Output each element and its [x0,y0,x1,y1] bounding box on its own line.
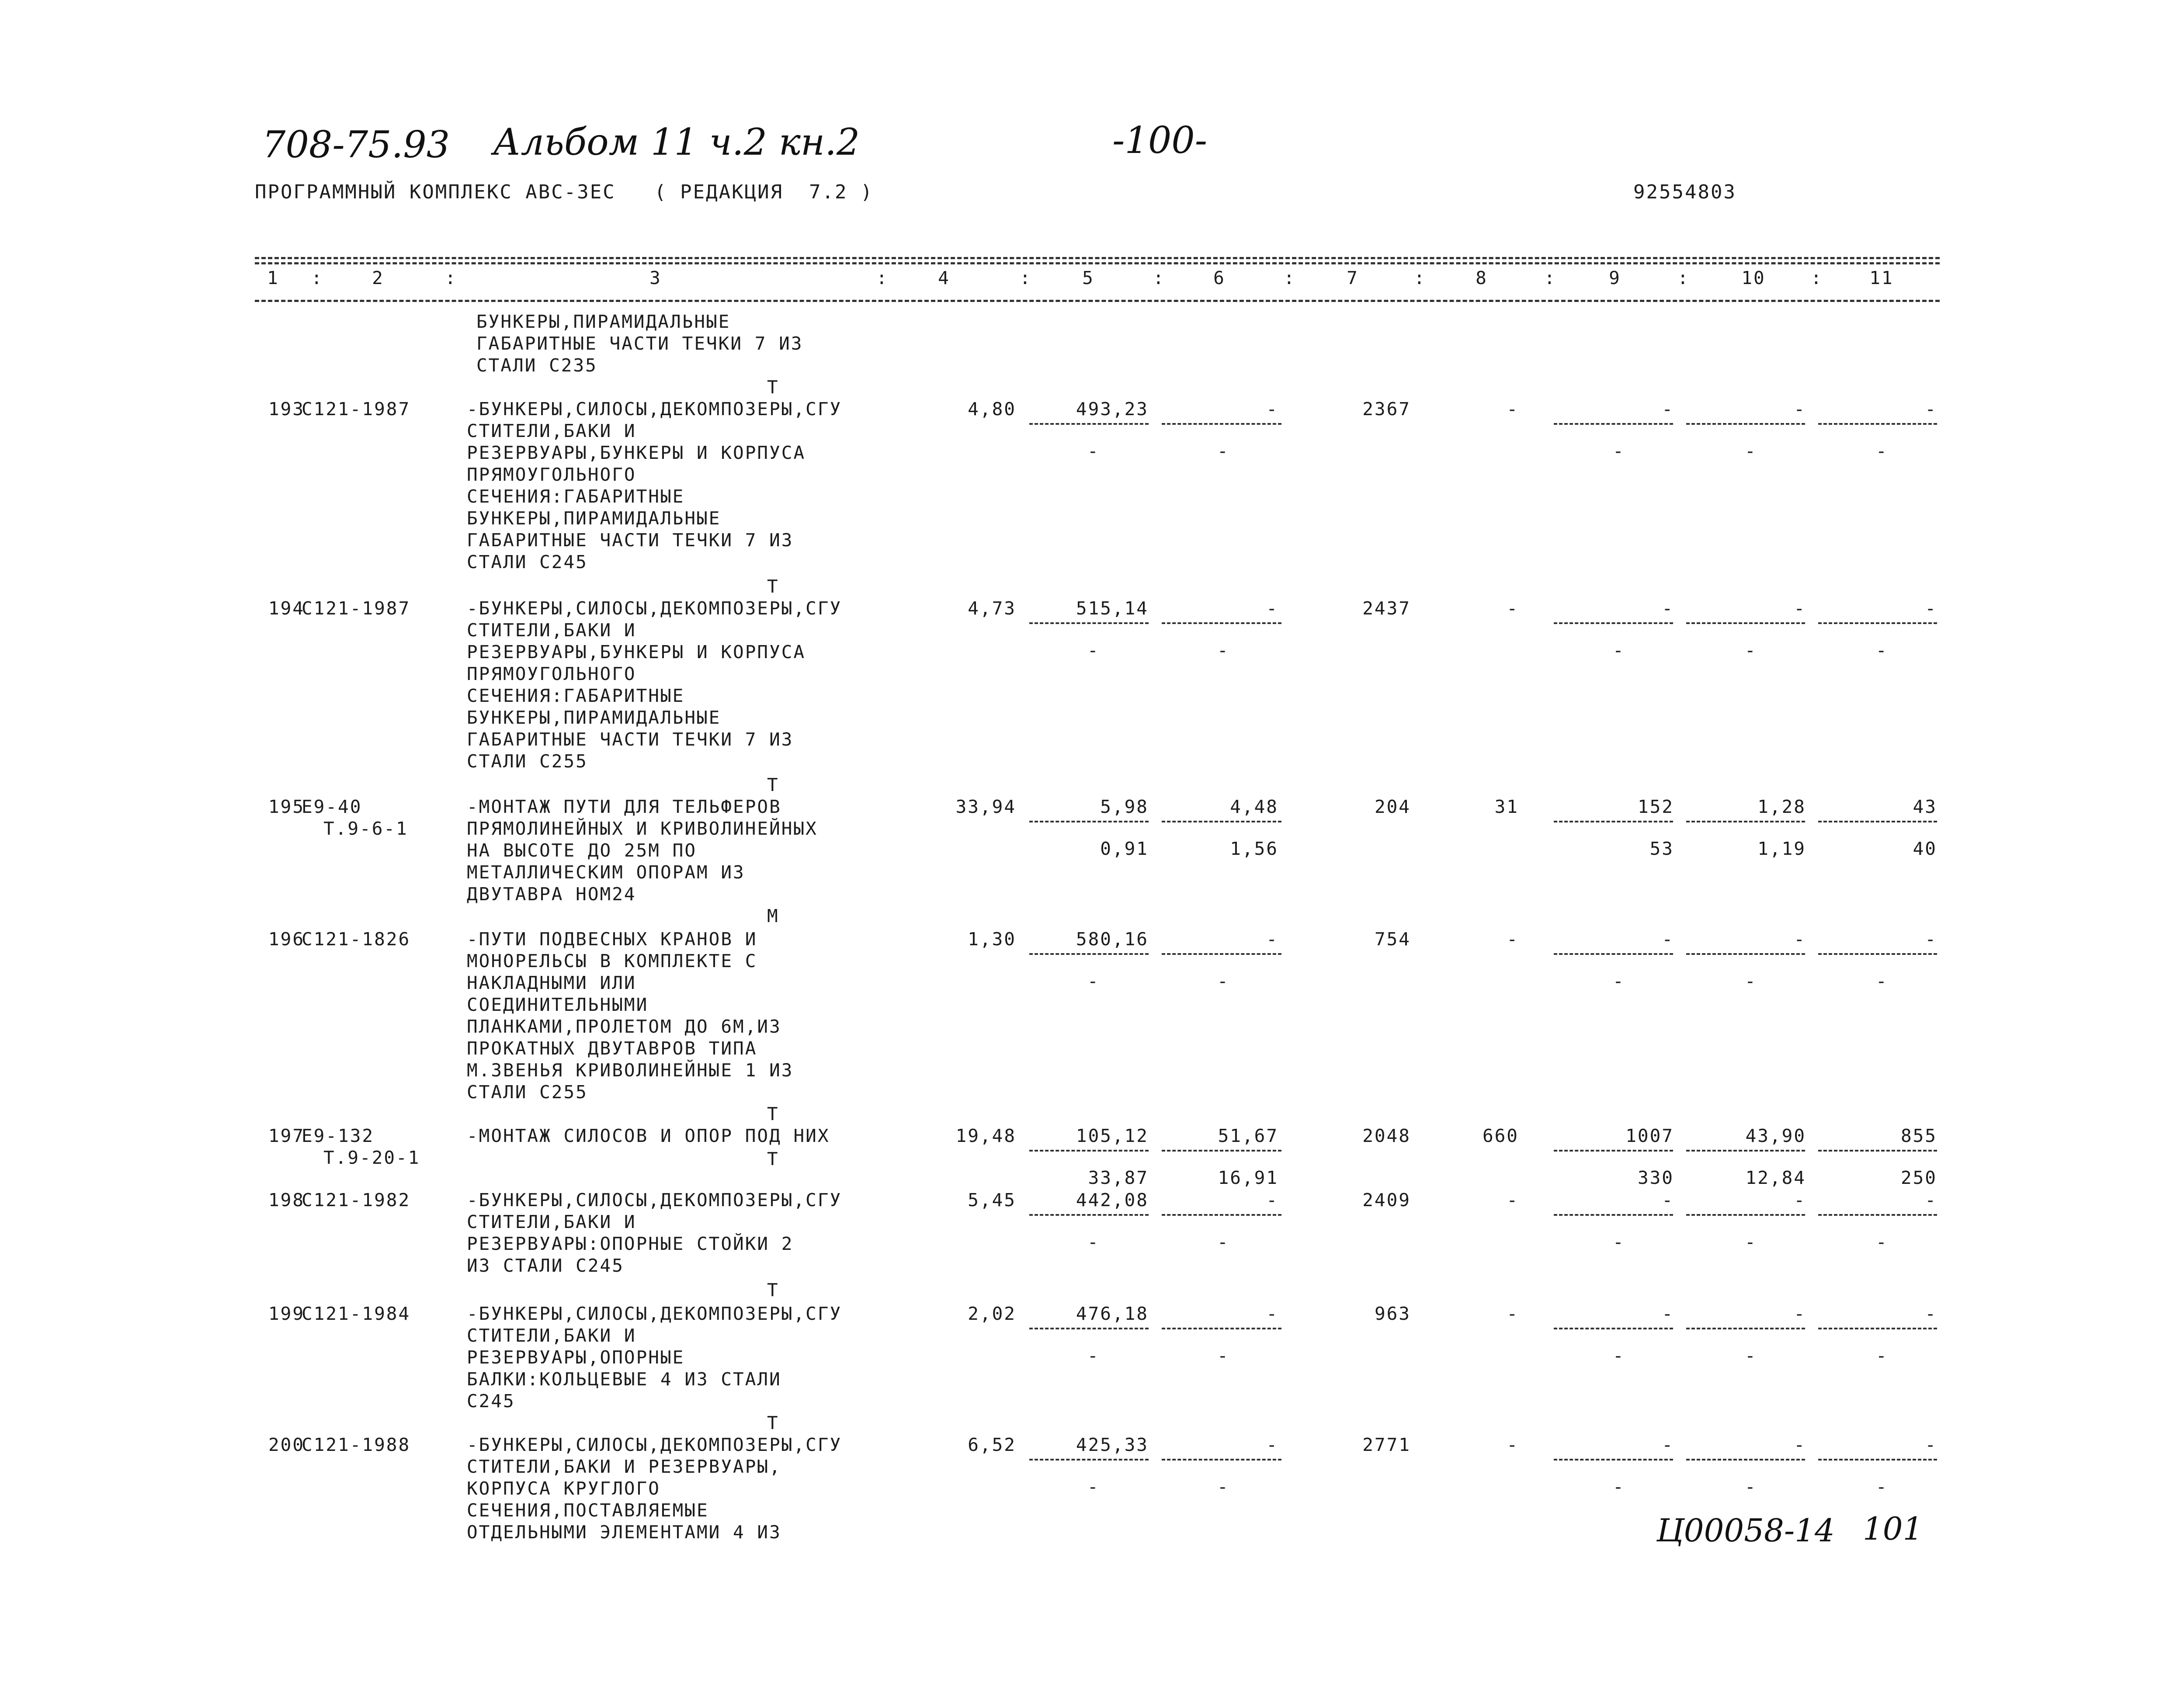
value-divider [1029,1214,1149,1216]
row-description-line: СЕЧЕНИЯ,ПОСТАВЛЯЕМЫЕ [467,1500,709,1521]
cell-c7: 963 [1374,1303,1411,1324]
cell-c11: - [1925,399,1937,420]
row-description-line: ИЗ СТАЛИ С245 [467,1255,624,1276]
row-description-line: БАЛКИ:КОЛЬЦЕВЫЕ 4 ИЗ СТАЛИ [467,1369,781,1390]
handwritten-reference: Ц00058-14 [1656,1512,1835,1549]
row-number: 199 [268,1303,305,1324]
cell-c10: - [1794,598,1806,619]
row-code: С121-1987 [302,598,411,619]
cell-c11b: - [1876,971,1888,992]
row-code: Е9-132 [302,1125,375,1146]
value-divider [1162,1328,1281,1329]
row-description-line: ПРЯМОЛИНЕЙНЫХ И КРИВОЛИНЕЙНЫХ [467,818,818,839]
row-number: 194 [268,598,305,619]
cell-c6: 4,48 [1230,796,1278,817]
cell-c5: 515,14 [1076,598,1149,619]
value-divider [1554,1459,1673,1461]
carryover-unit: Т [767,377,779,398]
cell-c5: 580,16 [1076,929,1149,950]
value-divider [1554,622,1673,624]
cell-c10b: - [1745,971,1757,992]
cell-c8: - [1507,1434,1519,1455]
cell-c8: - [1507,399,1519,420]
column-separator: : [1020,267,1032,288]
header-top-rule-2 [255,262,1940,264]
row-code: Е9-40 [302,796,362,817]
row-description-line: СТИТЕЛИ,БАКИ И [467,1325,636,1346]
cell-c6b: 1,56 [1230,838,1278,859]
row-description-line: НА ВЫСОТЕ ДО 25М ПО [467,840,697,861]
cell-c10b: - [1745,441,1757,461]
value-divider [1818,622,1937,624]
value-divider [1686,821,1805,822]
cell-c11b: - [1876,1232,1888,1252]
cell-c9: - [1662,598,1674,619]
cell-c11b: 250 [1900,1167,1937,1188]
cell-c10: - [1794,399,1806,420]
row-description-line: РЕЗЕРВУАРЫ:ОПОРНЫЕ СТОЙКИ 2 [467,1233,794,1254]
row-number: 198 [268,1190,305,1211]
cell-c8: 31 [1494,796,1519,817]
cell-c7: 2437 [1362,598,1411,619]
column-header-2: 2 [372,267,384,288]
value-divider [1818,1214,1937,1216]
value-divider [1162,953,1281,955]
cell-c10b: - [1745,1476,1757,1497]
cell-c6b: - [1217,640,1229,661]
row-number: 200 [268,1434,305,1455]
cell-c5b: 0,91 [1100,838,1149,859]
cell-c11: 43 [1913,796,1937,817]
cell-c8: - [1507,929,1519,950]
cell-c6: - [1266,598,1278,619]
cell-c6b: - [1217,441,1229,461]
row-code-secondary: Т.9-20-1 [323,1147,420,1168]
value-divider [1029,953,1149,955]
row-number: 195 [268,796,305,817]
row-description-line: СТИТЕЛИ,БАКИ И РЕЗЕРВУАРЫ, [467,1456,781,1477]
cell-c5b: - [1087,1476,1100,1497]
cell-c6b: - [1217,1232,1229,1252]
value-divider [1162,423,1281,425]
value-divider [1162,1214,1281,1216]
cell-c4: 19,48 [955,1125,1016,1146]
row-description-line: С245 [467,1391,515,1412]
cell-c5b: - [1087,1345,1100,1366]
cell-c9b: - [1613,441,1625,461]
row-description-line: -БУНКЕРЫ,СИЛОСЫ,ДЕКОМПОЗЕРЫ,СГУ [467,598,842,619]
value-divider [1162,821,1281,822]
row-unit: Т [767,1103,779,1124]
handwritten-album: Альбом 11 ч.2 кн.2 [493,121,860,163]
value-divider [1818,1459,1937,1461]
value-divider [1686,423,1805,425]
value-divider [1029,423,1149,425]
row-description-line: СТАЛИ С255 [467,1082,588,1103]
row-unit: Т [767,1148,779,1169]
cell-c7: 2771 [1362,1434,1411,1455]
row-description-line: ГАБАРИТНЫЕ ЧАСТИ ТЕЧКИ 7 ИЗ [467,530,794,551]
cell-c9: - [1662,929,1674,950]
value-divider [1554,1328,1673,1329]
row-description-line: РЕЗЕРВУАРЫ,БУНКЕРЫ И КОРПУСА [467,442,806,463]
row-description-line: СТИТЕЛИ,БАКИ И [467,1211,636,1232]
cell-c11: - [1925,1190,1937,1211]
cell-c6b: - [1217,971,1229,992]
row-description-line: СОЕДИНИТЕЛЬНЫМИ [467,994,649,1015]
row-description-line: СТАЛИ С255 [467,751,588,772]
value-divider [1162,1459,1281,1461]
cell-c10b: 1,19 [1757,838,1806,859]
value-divider [1818,953,1937,955]
cell-c11b: - [1876,640,1888,661]
cell-c10: 43,90 [1745,1125,1806,1146]
value-divider [1818,1328,1937,1329]
cell-c11: 855 [1900,1125,1937,1146]
cell-c5b: - [1087,441,1100,461]
value-divider [1686,1214,1805,1216]
row-description-line: КОРПУСА КРУГЛОГО [467,1478,660,1499]
column-separator: : [445,267,457,288]
row-description-line: М.ЗВЕНЬЯ КРИВОЛИНЕЙНЫЕ 1 ИЗ [467,1060,794,1081]
cell-c6b: 16,91 [1218,1167,1278,1188]
cell-c5: 105,12 [1076,1125,1149,1146]
row-description-line: СТАЛИ С245 [467,552,588,572]
cell-c7: 204 [1374,796,1411,817]
column-header-11: 11 [1869,267,1894,288]
row-description-line: -МОНТАЖ СИЛОСОВ И ОПОР ПОД НИХ [467,1125,830,1146]
cell-c11b: - [1876,441,1888,461]
row-description-line: -БУНКЕРЫ,СИЛОСЫ,ДЕКОМПОЗЕРЫ,СГУ [467,399,842,420]
row-code: С121-1984 [302,1303,411,1324]
column-header-8: 8 [1476,267,1488,288]
row-description-line: СЕЧЕНИЯ:ГАБАРИТНЫЕ [467,486,685,507]
cell-c10b: - [1745,1232,1757,1252]
value-divider [1686,1150,1805,1152]
cell-c9b: - [1613,971,1625,992]
cell-c11b: - [1876,1345,1888,1366]
row-description-line: СЕЧЕНИЯ:ГАБАРИТНЫЕ [467,685,685,706]
header-top-rule [255,257,1940,259]
cell-c4: 4,73 [968,598,1016,619]
cell-c9b: - [1613,640,1625,661]
column-separator: : [1284,267,1296,288]
row-description-line: ПРЯМОУГОЛЬНОГО [467,663,636,684]
value-divider [1686,622,1805,624]
cell-c7: 754 [1374,929,1411,950]
cell-c6: - [1266,929,1278,950]
row-description-line: ОТДЕЛЬНЫМИ ЭЛЕМЕНТАМИ 4 ИЗ [467,1522,781,1543]
row-description-line: РЕЗЕРВУАРЫ,БУНКЕРЫ И КОРПУСА [467,642,806,663]
cell-c5b: 33,87 [1088,1167,1149,1188]
row-unit: М [767,905,779,926]
column-separator: : [311,267,323,288]
cell-c9: 152 [1637,796,1674,817]
column-separator: : [1414,267,1426,288]
cell-c9: 1007 [1625,1125,1674,1146]
value-divider [1029,1150,1149,1152]
row-code: С121-1988 [302,1434,411,1455]
cell-c10: - [1794,1434,1806,1455]
value-divider [1029,1459,1149,1461]
value-divider [1818,423,1937,425]
row-unit: Т [767,1280,779,1301]
cell-c9b: 330 [1637,1167,1674,1188]
value-divider [1818,1150,1937,1152]
row-unit: Т [767,576,779,597]
column-separator: : [1677,267,1690,288]
cell-c9: - [1662,399,1674,420]
cell-c9: - [1662,1434,1674,1455]
column-separator: : [1544,267,1556,288]
cell-c11: - [1925,1434,1937,1455]
cell-c10: 1,28 [1757,796,1806,817]
cell-c7: 2409 [1362,1190,1411,1211]
cell-c6: - [1266,399,1278,420]
row-description-line: БУНКЕРЫ,ПИРАМИДАЛЬНЫЕ [467,508,721,529]
cell-c8: - [1507,598,1519,619]
column-header-9: 9 [1609,267,1621,288]
cell-c7: 2367 [1362,399,1411,420]
column-header-7: 7 [1347,267,1359,288]
cell-c9b: - [1613,1232,1625,1252]
column-header-6: 6 [1213,267,1226,288]
cell-c4: 6,52 [968,1434,1016,1455]
value-divider [1686,1459,1805,1461]
cell-c6: - [1266,1190,1278,1211]
cell-c11b: 40 [1913,838,1937,859]
column-header-5: 5 [1082,267,1094,288]
row-description-line: -БУНКЕРЫ,СИЛОСЫ,ДЕКОМПОЗЕРЫ,СГУ [467,1303,842,1324]
cell-c6b: - [1217,1476,1229,1497]
value-divider [1686,953,1805,955]
cell-c5b: - [1087,640,1100,661]
cell-c5: 5,98 [1100,796,1149,817]
cell-c10b: - [1745,1345,1757,1366]
column-separator: : [876,267,889,288]
cell-c4: 4,80 [968,399,1016,420]
row-description-line: -МОНТАЖ ПУТИ ДЛЯ ТЕЛЬФЕРОВ [467,796,781,817]
value-divider [1029,1328,1149,1329]
value-divider [1818,821,1937,822]
cell-c4: 5,45 [968,1190,1016,1211]
cell-c11: - [1925,598,1937,619]
cell-c8: - [1507,1303,1519,1324]
handwritten-page-number: -100- [1112,119,1208,162]
row-description-line: ПЛАНКАМИ,ПРОЛЕТОМ ДО 6М,ИЗ [467,1016,781,1037]
cell-c5b: - [1087,971,1100,992]
row-description-line: ГАБАРИТНЫЕ ЧАСТИ ТЕЧКИ 7 ИЗ [467,729,794,750]
row-code: С121-1826 [302,929,411,950]
cell-c10: - [1794,1303,1806,1324]
document-number: 92554803 [1633,181,1736,203]
value-divider [1554,953,1673,955]
row-description-line: -БУНКЕРЫ,СИЛОСЫ,ДЕКОМПОЗЕРЫ,СГУ [467,1190,842,1211]
value-divider [1029,622,1149,624]
cell-c10b: 12,84 [1745,1167,1806,1188]
cell-c4: 1,30 [968,929,1016,950]
program-line: ПРОГРАММНЫЙ КОМПЛЕКС АВС-3ЕС ( РЕДАКЦИЯ 7.2 ) [255,181,874,203]
cell-c6: 51,67 [1218,1125,1278,1146]
value-divider [1554,1150,1673,1152]
cell-c4: 33,94 [955,796,1016,817]
column-header-1: 1 [267,267,279,288]
row-unit: Т [767,774,779,795]
cell-c10b: - [1745,640,1757,661]
row-code: С121-1987 [302,399,411,420]
row-number: 196 [268,929,305,950]
row-code: С121-1982 [302,1190,411,1211]
row-description-line: -ПУТИ ПОДВЕСНЫХ КРАНОВ И [467,929,757,950]
cell-c6: - [1266,1434,1278,1455]
cell-c10: - [1794,1190,1806,1211]
row-unit: Т [767,1412,779,1433]
value-divider [1029,821,1149,822]
cell-c5: 425,33 [1076,1434,1149,1455]
handwritten-code: 708-75.93 [262,123,450,166]
row-description-line: РЕЗЕРВУАРЫ,ОПОРНЫЕ [467,1347,685,1368]
cell-c10: - [1794,929,1806,950]
row-description-line: СТИТЕЛИ,БАКИ И [467,620,636,641]
cell-c5: 442,08 [1076,1190,1149,1211]
column-separator: : [1153,267,1165,288]
cell-c9b: 53 [1649,838,1674,859]
row-description-line: НАКЛАДНЫМИ ИЛИ [467,972,636,993]
cell-c9b: - [1613,1345,1625,1366]
row-code-secondary: Т.9-6-1 [323,818,408,839]
handwritten-sheet-number: 101 [1863,1510,1923,1547]
row-description-line: СТИТЕЛИ,БАКИ И [467,420,636,441]
value-divider [1554,423,1673,425]
value-divider [1686,1328,1805,1329]
row-number: 197 [268,1125,305,1146]
cell-c8: 660 [1482,1125,1519,1146]
cell-c7: 2048 [1362,1125,1411,1146]
value-divider [1162,622,1281,624]
row-description-line: МЕТАЛЛИЧЕСКИМ ОПОРАМ ИЗ [467,862,745,883]
cell-c8: - [1507,1190,1519,1211]
row-description-line: ПРЯМОУГОЛЬНОГО [467,464,636,485]
cell-c4: 2,02 [968,1303,1016,1324]
column-header-10: 10 [1741,267,1766,288]
carryover-line: БУНКЕРЫ,ПИРАМИДАЛЬНЫЕ [476,311,731,332]
row-description-line: МОНОРЕЛЬСЫ В КОМПЛЕКТЕ С [467,951,757,971]
carryover-line: ГАБАРИТНЫЕ ЧАСТИ ТЕЧКИ 7 ИЗ [476,333,803,354]
cell-c9: - [1662,1190,1674,1211]
row-description-line: ПРОКАТНЫХ ДВУТАВРОВ ТИПА [467,1038,757,1059]
row-description-line: БУНКЕРЫ,ПИРАМИДАЛЬНЫЕ [467,707,721,728]
cell-c6b: - [1217,1345,1229,1366]
cell-c5: 476,18 [1076,1303,1149,1324]
value-divider [1554,821,1673,822]
row-description-line: ДВУТАВРА НОМ24 [467,884,636,905]
column-header-3: 3 [649,267,662,288]
row-description-line: -БУНКЕРЫ,СИЛОСЫ,ДЕКОМПОЗЕРЫ,СГУ [467,1434,842,1455]
carryover-line: СТАЛИ С235 [476,355,597,376]
cell-c6: - [1266,1303,1278,1324]
value-divider [1554,1214,1673,1216]
cell-c11: - [1925,929,1937,950]
value-divider [1162,1150,1281,1152]
column-separator: : [1811,267,1823,288]
cell-c5: 493,23 [1076,399,1149,420]
cell-c9b: - [1613,1476,1625,1497]
cell-c11b: - [1876,1476,1888,1497]
header-bottom-rule [255,300,1940,302]
cell-c11: - [1925,1303,1937,1324]
cell-c9: - [1662,1303,1674,1324]
row-number: 193 [268,399,305,420]
cell-c5b: - [1087,1232,1100,1252]
column-header-4: 4 [938,267,950,288]
